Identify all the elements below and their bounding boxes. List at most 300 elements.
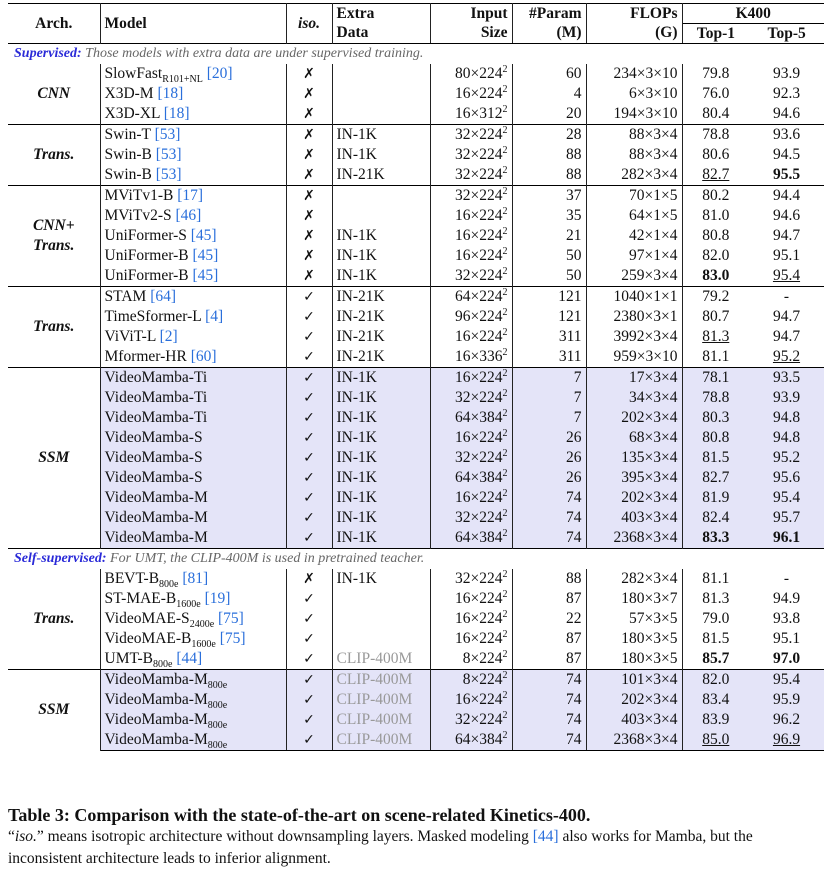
- top1-cell: [682, 165, 749, 186]
- iso-mark: ✓: [286, 589, 332, 609]
- top5-cell: [749, 286, 824, 307]
- model-cell: [100, 347, 286, 368]
- arch-cell: [8, 124, 100, 185]
- top5-cell: [749, 528, 824, 549]
- size-exponent: 2: [502, 103, 508, 115]
- citation-link[interactable]: [60]: [190, 347, 217, 365]
- table-row: [8, 124, 824, 145]
- top1-cell: [682, 730, 749, 751]
- comparison-table-container: [8, 3, 824, 751]
- extra-data-cell: IN-1K: [332, 448, 430, 468]
- caption-open-quote: “: [8, 828, 15, 845]
- table-row: [8, 347, 824, 368]
- input-size-cell: $16\times 224^2$: [430, 629, 512, 649]
- model-name: VideoMamba-Ti: [104, 388, 208, 406]
- model-cell: [100, 185, 286, 206]
- top1-cell: [682, 145, 749, 165]
- model-cell: [100, 145, 286, 165]
- model-name: VideoMamba-M: [104, 528, 208, 546]
- score-value: 81.9: [702, 488, 730, 506]
- iso-mark: ✓: [286, 649, 332, 670]
- model-cell: [100, 468, 286, 488]
- flops-cell: 1040×1×1: [586, 286, 682, 307]
- caption-citation-link[interactable]: [44]: [532, 828, 559, 845]
- model-subscript: 800e: [159, 578, 179, 589]
- top1-cell: [682, 508, 749, 528]
- param-cell: 311: [512, 347, 586, 368]
- iso-mark: ✓: [286, 307, 332, 327]
- param-cell: 21: [512, 226, 586, 246]
- size-exponent: 2: [502, 447, 508, 459]
- model-name: ViViT-L: [104, 327, 156, 345]
- size-exponent: 2: [502, 729, 508, 741]
- size-exponent: 2: [502, 588, 508, 600]
- extra-data-cell: IN-21K: [332, 286, 430, 307]
- size-exponent: 2: [502, 608, 508, 620]
- score-value: 82.4: [702, 508, 730, 526]
- model-cell: [100, 165, 286, 186]
- top1-cell: [682, 266, 749, 287]
- citation-link[interactable]: [75]: [218, 609, 244, 627]
- citation-link[interactable]: [64]: [150, 287, 177, 305]
- score-value: 82.7: [702, 468, 730, 486]
- score-value: 94.4: [772, 186, 801, 204]
- param-cell: 88: [512, 569, 586, 589]
- top1-cell: [682, 669, 749, 690]
- input-size-cell: $8\times 224^2$: [430, 669, 512, 690]
- section-note: For UMT, the CLIP-400M is used in pretrained teacher.: [106, 550, 425, 566]
- input-size-cell: $16\times 224^2$: [430, 589, 512, 609]
- size-exponent: 2: [502, 669, 508, 681]
- param-cell: 50: [512, 246, 586, 266]
- score-value: 93.6: [772, 125, 801, 143]
- model-cell: [100, 367, 286, 388]
- top5-cell: [749, 730, 824, 751]
- flops-cell: 959×3×10: [586, 347, 682, 368]
- header-extra-line2: Data: [336, 24, 369, 41]
- input-size-cell: $32\times 224^2$: [430, 266, 512, 287]
- model-name: Swin-T: [104, 125, 151, 143]
- model-name: VideoMamba-S: [104, 448, 203, 466]
- input-size-cell: $32\times 224^2$: [430, 448, 512, 468]
- table-row: [8, 488, 824, 508]
- model-cell: [100, 226, 286, 246]
- model-cell: [100, 649, 286, 670]
- table-row: [8, 246, 824, 266]
- extra-data-cell: CLIP-400M: [332, 669, 430, 690]
- size-exponent: 2: [502, 648, 508, 660]
- top1-cell: [682, 104, 749, 125]
- header-input-line1: Input: [470, 5, 508, 22]
- top1-cell: [682, 690, 749, 710]
- size-exponent: 2: [502, 487, 508, 499]
- param-cell: 74: [512, 669, 586, 690]
- iso-mark: ✗: [286, 104, 332, 125]
- top1-cell: [682, 468, 749, 488]
- score-value: 94.9: [772, 589, 801, 607]
- param-cell: 74: [512, 508, 586, 528]
- top5-cell: [749, 408, 824, 428]
- model-cell: [100, 388, 286, 408]
- top1-cell: [682, 206, 749, 226]
- extra-data-cell: IN-1K: [332, 428, 430, 448]
- table-row: [8, 690, 824, 710]
- caption-iso-term: iso.: [14, 828, 37, 845]
- top5-cell: [749, 428, 824, 448]
- model-name: VideoMAE-B: [104, 629, 192, 647]
- header-k400-subcols: [683, 24, 825, 43]
- table-caption: [8, 804, 828, 870]
- model-name: ST-MAE-B: [104, 589, 177, 607]
- input-size-cell: $32\times 224^2$: [430, 145, 512, 165]
- input-size-cell: $32\times 224^2$: [430, 710, 512, 730]
- score-value: 76.0: [702, 84, 730, 102]
- extra-data-cell: IN-1K: [332, 145, 430, 165]
- iso-mark: ✓: [286, 286, 332, 307]
- top1-cell: [682, 649, 749, 670]
- arch-label: Trans.: [33, 609, 75, 627]
- header-flops-line1: FLOPs: [630, 5, 678, 22]
- top1-cell: [682, 347, 749, 368]
- size-exponent: 2: [502, 265, 508, 277]
- top5-cell: [749, 307, 824, 327]
- iso-mark: ✓: [286, 347, 332, 368]
- citation-link[interactable]: [44]: [176, 649, 203, 667]
- score-value: 79.8: [702, 64, 730, 82]
- iso-mark: ✗: [286, 266, 332, 287]
- input-size-cell: $32\times 224^2$: [430, 185, 512, 206]
- model-subscript: 800e: [207, 739, 228, 750]
- model-cell: [100, 428, 286, 448]
- iso-mark: ✗: [286, 569, 332, 589]
- citation-link[interactable]: [18]: [157, 84, 184, 102]
- model-cell: [100, 307, 286, 327]
- model-cell: [100, 124, 286, 145]
- top5-cell: [749, 448, 824, 468]
- param-cell: 28: [512, 124, 586, 145]
- model-name: VideoMamba-M: [104, 508, 208, 526]
- citation-link[interactable]: [75]: [219, 629, 246, 647]
- input-size-cell: $16\times 224^2$: [430, 246, 512, 266]
- table-row: [8, 286, 824, 307]
- model-cell: [100, 488, 286, 508]
- size-exponent: 2: [502, 245, 508, 257]
- table-row: [8, 388, 824, 408]
- input-size-cell: $32\times 224^2$: [430, 388, 512, 408]
- flops-cell: 194×3×10: [586, 104, 682, 125]
- citation-link[interactable]: [53]: [155, 165, 182, 183]
- table-row: [8, 609, 824, 629]
- size-exponent: 2: [502, 225, 508, 237]
- extra-data-cell: [332, 104, 430, 125]
- model-name: STAM: [104, 287, 147, 305]
- score-value: 96.2: [772, 710, 801, 728]
- top5-cell: [749, 266, 824, 287]
- input-size-cell: $32\times 224^2$: [430, 569, 512, 589]
- citation-link[interactable]: [17]: [177, 186, 204, 204]
- arch-label: SSM: [38, 448, 70, 466]
- model-name: SlowFast: [104, 64, 163, 82]
- size-exponent: 2: [502, 387, 508, 399]
- score-value: 78.8: [702, 388, 730, 406]
- score-value: 81.5: [702, 448, 730, 466]
- model-name: VideoMamba-M: [104, 730, 208, 748]
- size-exponent: 2: [502, 427, 508, 439]
- iso-mark: ✓: [286, 448, 332, 468]
- iso-mark: ✓: [286, 609, 332, 629]
- arch-label: Trans.: [33, 317, 75, 335]
- top5-cell: [749, 690, 824, 710]
- extra-data-cell: IN-1K: [332, 528, 430, 549]
- input-size-cell: $96\times 224^2$: [430, 307, 512, 327]
- score-value: 83.4: [702, 690, 730, 708]
- param-cell: 87: [512, 629, 586, 649]
- top1-cell: [682, 367, 749, 388]
- score-value: 92.3: [772, 84, 801, 102]
- score-value: 95.9: [772, 690, 801, 708]
- top5-cell: [749, 508, 824, 528]
- model-cell: [100, 266, 286, 287]
- table-row: [8, 528, 824, 549]
- param-cell: 88: [512, 165, 586, 186]
- flops-cell: 101×3×4: [586, 669, 682, 690]
- flops-cell: 282×3×4: [586, 165, 682, 186]
- model-name: UniFormer-B: [104, 266, 189, 284]
- top1-cell: [682, 327, 749, 347]
- flops-cell: 282×3×4: [586, 569, 682, 589]
- extra-data-cell: IN-1K: [332, 408, 430, 428]
- citation-link[interactable]: [53]: [154, 125, 181, 143]
- top1-cell: [682, 286, 749, 307]
- score-value: 96.9: [772, 730, 801, 748]
- input-size-cell: $32\times 224^2$: [430, 165, 512, 186]
- input-size-cell: $16\times 224^2$: [430, 690, 512, 710]
- score-value: 81.3: [702, 589, 730, 607]
- citation-link[interactable]: [53]: [155, 145, 182, 163]
- flops-cell: 42×1×4: [586, 226, 682, 246]
- model-name: VideoMamba-S: [104, 428, 203, 446]
- top5-cell: [749, 388, 824, 408]
- input-size-cell: $64\times 384^2$: [430, 408, 512, 428]
- iso-mark: ✓: [286, 730, 332, 751]
- param-cell: 22: [512, 609, 586, 629]
- score-value: -: [783, 569, 790, 587]
- top5-cell: [749, 669, 824, 690]
- input-size-cell: $16\times 224^2$: [430, 488, 512, 508]
- model-name: VideoMamba-Ti: [104, 368, 208, 386]
- model-name: UMT-B: [104, 649, 154, 667]
- flops-cell: 57×3×5: [586, 609, 682, 629]
- arch-label: CNN: [37, 84, 71, 102]
- top5-cell: [749, 347, 824, 368]
- model-name: Swin-B: [104, 165, 152, 183]
- section-row: [8, 43, 824, 64]
- score-value: -: [783, 287, 790, 305]
- header-param-line1: #Param: [528, 5, 582, 22]
- top1-cell: [682, 185, 749, 206]
- flops-cell: 135×3×4: [586, 448, 682, 468]
- citation-link[interactable]: [2]: [159, 327, 178, 345]
- score-value: 93.9: [772, 388, 801, 406]
- top5-cell: [749, 649, 824, 670]
- top5-cell: [749, 84, 824, 104]
- model-name: VideoMamba-Ti: [104, 408, 208, 426]
- arch-cell: [8, 669, 100, 750]
- score-value: 93.8: [772, 609, 801, 627]
- citation-link[interactable]: [45]: [192, 246, 219, 264]
- model-subscript: 1600e: [191, 638, 216, 649]
- param-cell: 60: [512, 64, 586, 84]
- flops-cell: 180×3×5: [586, 629, 682, 649]
- top1-cell: [682, 448, 749, 468]
- iso-mark: ✗: [286, 206, 332, 226]
- param-cell: 121: [512, 307, 586, 327]
- input-size-cell: $80\times 224^2$: [430, 64, 512, 84]
- extra-data-cell: CLIP-400M: [332, 649, 430, 670]
- extra-data-cell: IN-21K: [332, 165, 430, 186]
- citation-link[interactable]: [81]: [182, 569, 209, 587]
- score-value: 80.4: [702, 104, 730, 122]
- score-value: 83.9: [702, 710, 730, 728]
- top1-cell: [682, 710, 749, 730]
- model-name: VideoMAE-S: [104, 609, 190, 627]
- flops-cell: 6×3×10: [586, 84, 682, 104]
- param-cell: 4: [512, 84, 586, 104]
- size-exponent: 2: [502, 467, 508, 479]
- top5-cell: [749, 569, 824, 589]
- table-row: [8, 206, 824, 226]
- flops-cell: 64×1×5: [586, 206, 682, 226]
- table-row: [8, 448, 824, 468]
- size-exponent: 2: [502, 83, 508, 95]
- score-value: 94.5: [772, 145, 801, 163]
- input-size-cell: $64\times 224^2$: [430, 286, 512, 307]
- score-value: 95.4: [772, 266, 801, 284]
- model-cell: [100, 104, 286, 125]
- size-exponent: 2: [502, 507, 508, 519]
- iso-mark: ✗: [286, 226, 332, 246]
- input-size-cell: $64\times 384^2$: [430, 468, 512, 488]
- size-exponent: 2: [502, 286, 508, 298]
- input-size-cell: $16\times 224^2$: [430, 327, 512, 347]
- score-value: 95.1: [772, 629, 801, 647]
- flops-cell: 70×1×5: [586, 185, 682, 206]
- citation-link[interactable]: [46]: [175, 206, 202, 224]
- citation-link[interactable]: [4]: [205, 307, 224, 325]
- section-label: Supervised:: [14, 45, 82, 61]
- param-cell: 74: [512, 730, 586, 751]
- score-value: 85.0: [702, 730, 730, 748]
- flops-cell: 180×3×5: [586, 649, 682, 670]
- score-value: 96.1: [772, 528, 801, 546]
- extra-data-cell: IN-1K: [332, 488, 430, 508]
- score-value: 81.1: [702, 347, 730, 365]
- table-row: [8, 408, 824, 428]
- top1-cell: [682, 246, 749, 266]
- flops-cell: 2368×3×4: [586, 528, 682, 549]
- table-row: [8, 730, 824, 751]
- table-row: [8, 589, 824, 609]
- arch-cell: [8, 185, 100, 286]
- table-row: [8, 226, 824, 246]
- input-size-cell: $8\times 224^2$: [430, 649, 512, 670]
- citation-link[interactable]: [45]: [192, 266, 219, 284]
- param-cell: 121: [512, 286, 586, 307]
- citation-link[interactable]: [20]: [206, 64, 233, 82]
- extra-data-cell: IN-1K: [332, 508, 430, 528]
- score-value: 94.6: [772, 206, 801, 224]
- top5-cell: [749, 710, 824, 730]
- model-name: TimeSformer-L: [104, 307, 202, 325]
- extra-data-cell: IN-1K: [332, 569, 430, 589]
- model-name: VideoMamba-S: [104, 468, 203, 486]
- section-label: Self-supervised:: [14, 550, 107, 566]
- model-cell: [100, 569, 286, 589]
- top5-cell: [749, 488, 824, 508]
- extra-data-cell: CLIP-400M: [332, 730, 430, 751]
- model-cell: [100, 690, 286, 710]
- model-subscript: 1600e: [176, 598, 201, 609]
- header-input-size: [430, 4, 512, 44]
- top5-cell: [749, 104, 824, 125]
- input-size-cell: $16\times 224^2$: [430, 367, 512, 388]
- caption-body-text: ” means isotropic architecture without downsampling layers. Masked modeling: [36, 828, 533, 845]
- flops-cell: 403×3×4: [586, 508, 682, 528]
- table-row: [8, 165, 824, 186]
- table-row: [8, 710, 824, 730]
- flops-cell: 68×3×4: [586, 428, 682, 448]
- input-size-cell: $32\times 224^2$: [430, 124, 512, 145]
- top5-cell: [749, 206, 824, 226]
- score-value: 83.3: [702, 528, 730, 546]
- flops-cell: 97×1×4: [586, 246, 682, 266]
- param-cell: 74: [512, 710, 586, 730]
- model-name: VideoMamba-M: [104, 488, 208, 506]
- arch-cell: [8, 286, 100, 367]
- size-exponent: 2: [502, 205, 508, 217]
- header-flops: [586, 4, 682, 44]
- top5-cell: [749, 468, 824, 488]
- iso-mark: ✗: [286, 124, 332, 145]
- model-subscript: 800e: [207, 719, 228, 730]
- top5-cell: [749, 124, 824, 145]
- top1-cell: [682, 609, 749, 629]
- param-cell: 7: [512, 408, 586, 428]
- citation-link[interactable]: [45]: [190, 226, 217, 244]
- iso-mark: ✗: [286, 84, 332, 104]
- score-value: 80.7: [702, 307, 730, 325]
- model-cell: [100, 589, 286, 609]
- model-cell: [100, 246, 286, 266]
- header-top1: Top-1: [696, 25, 735, 42]
- top1-cell: [682, 84, 749, 104]
- model-name: Swin-B: [104, 145, 152, 163]
- extra-data-cell: [332, 589, 430, 609]
- citation-link[interactable]: [19]: [204, 589, 231, 607]
- extra-data-cell: [332, 629, 430, 649]
- extra-data-cell: IN-21K: [332, 307, 430, 327]
- table-row: [8, 367, 824, 388]
- flops-cell: 202×3×4: [586, 690, 682, 710]
- input-size-cell: $16\times 224^2$: [430, 609, 512, 629]
- score-value: 94.8: [772, 428, 801, 446]
- top5-cell: [749, 629, 824, 649]
- top1-cell: [682, 124, 749, 145]
- model-name: BEVT-B: [104, 569, 160, 587]
- model-cell: [100, 64, 286, 84]
- citation-link[interactable]: [18]: [163, 104, 190, 122]
- model-cell: [100, 286, 286, 307]
